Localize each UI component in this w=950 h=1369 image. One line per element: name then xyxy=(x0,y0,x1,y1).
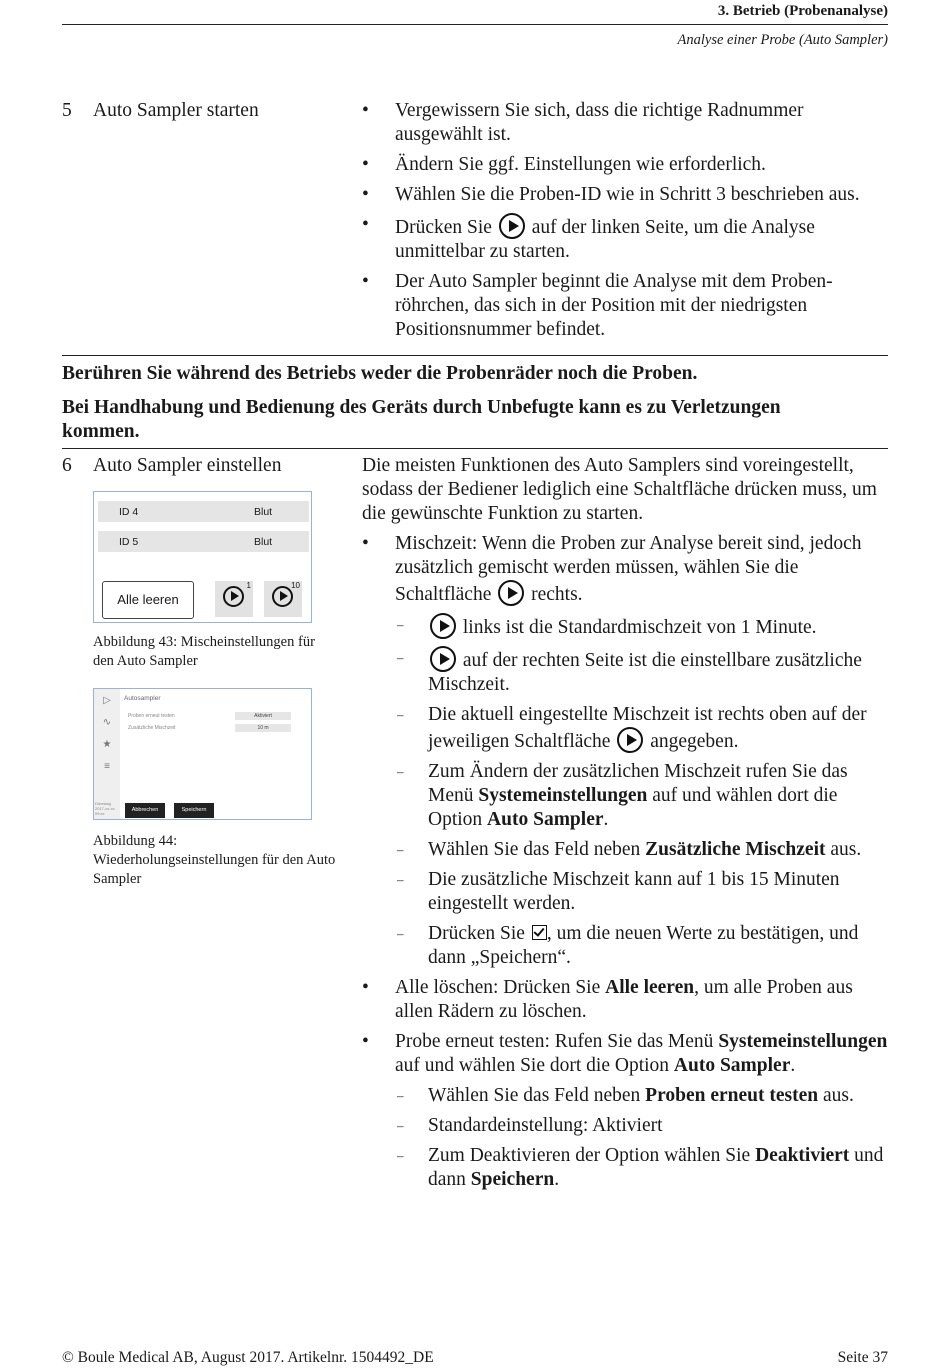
play-icon xyxy=(430,613,456,639)
mix-settings-figure xyxy=(93,491,312,623)
bullet-text: Probe erneut testen: Rufen Sie das Menü xyxy=(395,1031,714,1052)
mix-sublist xyxy=(395,613,890,970)
mix-time-badge: 10 xyxy=(291,581,300,590)
sample-type: Blut xyxy=(254,536,273,548)
mix-time-badge: 1 xyxy=(246,581,251,590)
field-name: Zusätzliche Mischzeit xyxy=(645,839,826,860)
menu-name: Systemeinstellungen xyxy=(478,785,648,806)
dash-text: Wählen Sie das Feld neben xyxy=(428,1085,641,1106)
option-name: Auto Sampler xyxy=(673,1055,791,1076)
date-time: Dienstag 2017-xx-xx 09:xx xyxy=(95,801,115,816)
dash-text: und dann xyxy=(428,1145,884,1190)
dash-text: . xyxy=(554,1169,560,1190)
list-item xyxy=(362,270,892,342)
page-number: Seite 37 xyxy=(837,1349,888,1366)
list-item xyxy=(362,213,892,264)
header-rule xyxy=(62,24,888,25)
dash-text: , um die neuen Werte zu bestätigen, und dann „Speichern“. xyxy=(428,923,859,968)
bullet-text: Ändern Sie ggf. Einstellungen wie erforderlich. xyxy=(395,154,766,175)
setting-label: Zusätzliche Mischzeit xyxy=(128,725,176,731)
dash-text: angegeben. xyxy=(650,731,739,752)
play-icon: ▷ xyxy=(103,695,111,706)
play-icon xyxy=(272,586,293,607)
list-item xyxy=(395,1144,890,1192)
setting-value: 10 m xyxy=(235,724,291,732)
dash-text: . xyxy=(603,809,609,830)
play-icon xyxy=(498,580,524,606)
figure43-caption: Abbildung 43: Mischeinstellungen für den Auto Sampler xyxy=(93,634,315,669)
dash-text: aus. xyxy=(830,839,862,860)
cancel-button: Abbrechen xyxy=(125,803,165,818)
bullet-text: Alle löschen: Drücken Sie xyxy=(395,977,601,998)
setting-value: Aktiviert xyxy=(235,712,291,720)
bullet-text: Mischzeit: Wenn die Proben zur Analyse bereit sind, jedoch zusätzlich gemischt werden müssen, wählen Sie die Schaltfläche xyxy=(395,533,862,605)
dash-text: auf und wählen dort die Option xyxy=(428,785,838,830)
step6-list xyxy=(362,532,890,1192)
clear-all-button: Alle leeren xyxy=(102,581,194,619)
step5-number: 5 xyxy=(62,100,72,121)
play-icon xyxy=(223,586,244,607)
step6-intro: Die meisten Funktionen des Auto Samplers sind voreingestellt, sodass der Bediener lediglich eine Schaltfläche drücken muss, um die gewünschte Funktion zu starten. xyxy=(362,455,877,524)
bullet-text: , um alle Proben aus allen Rädern zu löschen. xyxy=(395,977,853,1022)
step6-number: 6 xyxy=(62,455,72,476)
menu-name: Systemeinstellungen xyxy=(718,1031,888,1052)
bullet-text: auf der linken Seite, um die Analyse unmittelbar zu starten. xyxy=(395,217,815,262)
sample-row xyxy=(98,531,309,552)
warning-line-2: Bei Handhabung und Bedienung des Geräts durch Unbefugte kann es zu Verletzungen kommen. xyxy=(62,397,781,442)
list-item xyxy=(362,532,890,970)
sample-type: Blut xyxy=(254,506,273,518)
mix-default-button xyxy=(215,581,253,617)
bullet-text: auf und wählen Sie dort die Option xyxy=(395,1055,670,1076)
list-item xyxy=(395,868,890,916)
warning-rule-top xyxy=(62,355,888,356)
dash-text: Drücken Sie xyxy=(428,923,525,944)
bullet-text: Drücken Sie xyxy=(395,217,492,238)
button-name: Alle leeren xyxy=(605,977,695,998)
warning-rule-bottom xyxy=(62,448,888,449)
retest-sublist xyxy=(395,1084,890,1192)
menu-icon: ≡ xyxy=(104,761,110,772)
dash-text: Die aktuell eingestellte Mischzeit ist rechts oben auf der jeweiligen Schaltfläche xyxy=(428,704,867,752)
list-item xyxy=(395,703,890,754)
list-item xyxy=(362,183,892,207)
list-item xyxy=(395,922,890,970)
sample-id: ID 5 xyxy=(119,536,139,548)
retest-settings-figure xyxy=(93,688,312,820)
list-item xyxy=(395,760,890,832)
checkbox-icon xyxy=(532,925,547,940)
chart-icon: ∿ xyxy=(102,717,112,728)
button-name: Speichern xyxy=(470,1169,555,1190)
save-button: Speichern xyxy=(174,803,214,818)
dash-text: Zum Ändern der zusätzlichen Mischzeit rufen Sie das Menü xyxy=(428,761,848,806)
list-item xyxy=(362,99,892,147)
option-name: Deaktiviert xyxy=(755,1145,850,1166)
bullet-text: Wählen Sie die Proben-ID wie in Schritt 3 beschrieben aus. xyxy=(395,184,860,205)
list-item xyxy=(362,1030,890,1192)
step6-title: Auto Sampler einstellen xyxy=(93,455,282,476)
section-title: Analyse einer Probe (Auto Sampler) xyxy=(677,32,888,48)
dash-text: Standardeinstellung: Aktiviert xyxy=(428,1115,663,1136)
dash-text: auf der rechten Seite ist die einstellbare zusätzliche Mischzeit. xyxy=(428,650,862,695)
dash-text: aus. xyxy=(822,1085,854,1106)
field-name: Proben erneut testen xyxy=(645,1085,819,1106)
dash-text: Die zusätzliche Mischzeit kann auf 1 bis 15 Minuten eingestellt werden. xyxy=(428,869,840,914)
setting-label: Proben erneut testen xyxy=(128,713,175,719)
bullet-text: Der Auto Sampler beginnt die Analyse mit dem Probenröhrchen, das sich in der Position mit der niedrigsten Positionsnummer befindet. xyxy=(395,271,833,340)
step5-title: Auto Sampler starten xyxy=(93,100,259,121)
play-icon xyxy=(430,646,456,672)
list-item xyxy=(395,1084,890,1108)
list-item xyxy=(395,646,890,697)
sample-row xyxy=(98,501,309,522)
list-item xyxy=(362,153,892,177)
dash-text: Zum Deaktivieren der Option wählen Sie xyxy=(428,1145,751,1166)
dash-text: links ist die Standardmischzeit von 1 Minute. xyxy=(462,617,817,638)
step6-body xyxy=(362,454,890,1198)
option-name: Auto Sampler xyxy=(487,809,604,830)
chapter-title: 3. Betrieb (Probenanalyse) xyxy=(717,3,888,19)
list-item xyxy=(395,838,890,862)
footer-copyright: © Boule Medical AB, August 2017. Artikelnr. 1504492_DE xyxy=(62,1349,434,1366)
list-item xyxy=(395,613,890,640)
step5-body xyxy=(362,99,892,348)
sidebar xyxy=(94,689,120,819)
mix-extra-button xyxy=(264,581,302,617)
star-icon: ★ xyxy=(102,739,112,750)
list-item xyxy=(395,1114,890,1138)
bullet-text: rechts. xyxy=(531,584,583,605)
figure44-caption: Abbildung 44: Wiederholungseinstellungen für den Auto Sampler xyxy=(93,833,336,887)
play-icon xyxy=(499,213,525,239)
play-icon xyxy=(617,727,643,753)
screen-title: Autosampler xyxy=(124,695,161,702)
step5-list xyxy=(362,99,892,342)
warning-line-1: Berühren Sie während des Betriebs weder die Probenräder noch die Proben. xyxy=(62,363,698,384)
bullet-text: Vergewissern Sie sich, dass die richtige Radnummer ausgewählt ist. xyxy=(395,100,804,145)
list-item xyxy=(362,976,890,1024)
dash-text: Wählen Sie das Feld neben xyxy=(428,839,641,860)
bullet-text: . xyxy=(790,1055,796,1076)
sample-id: ID 4 xyxy=(119,506,139,518)
